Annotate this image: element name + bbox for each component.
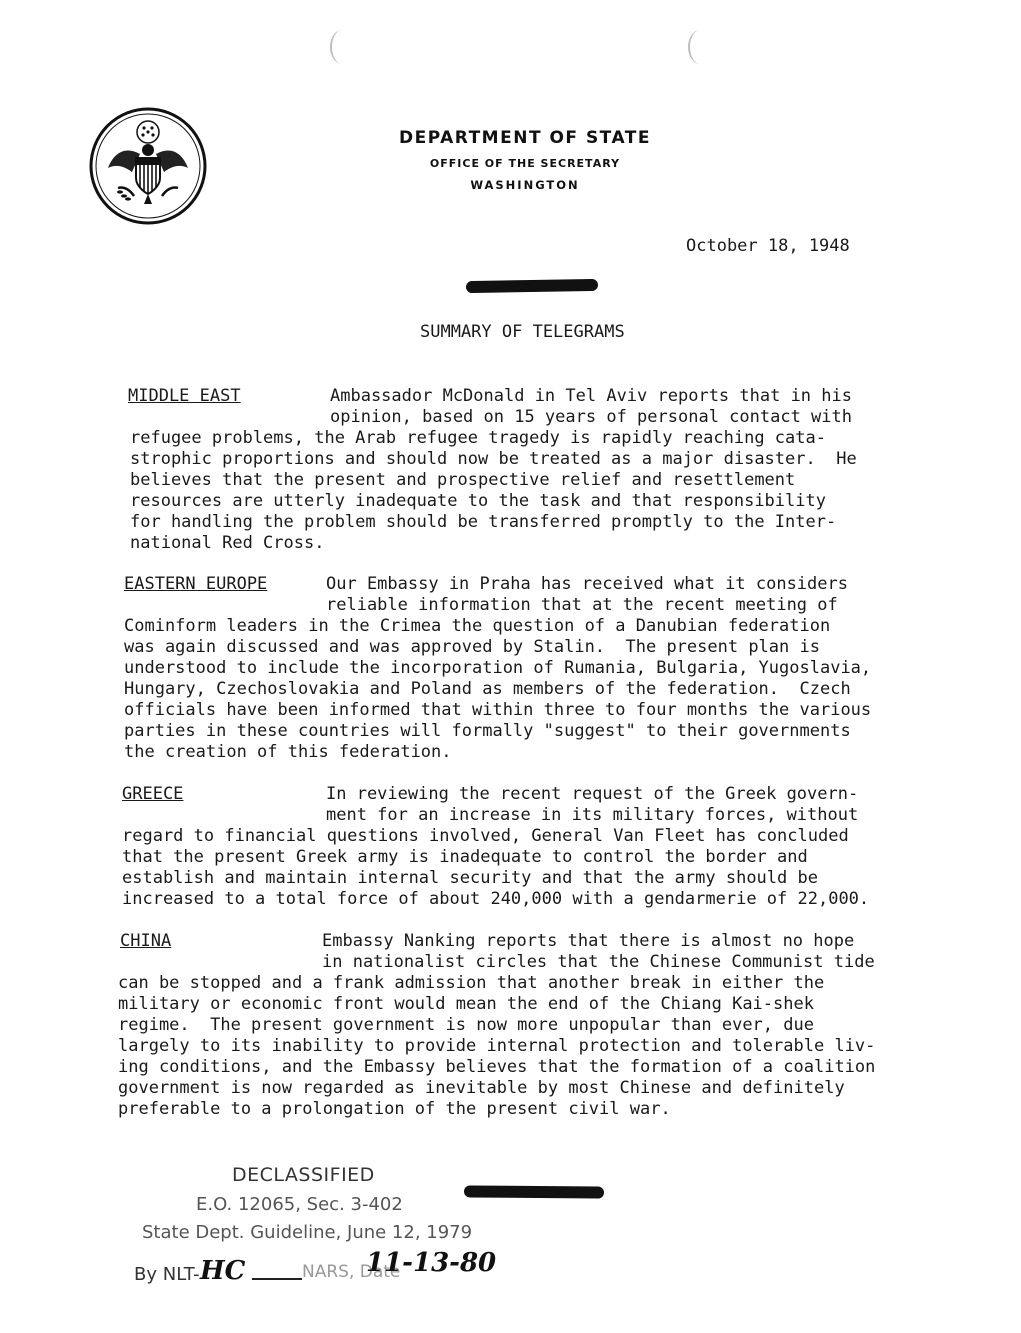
stamp-guideline: State Dept. Guideline, June 12, 1979 [142,1222,473,1243]
stamp-nars: NARS, Date [302,1262,401,1282]
text-line: can be stopped and a frank admission that another break in either the [118,973,825,993]
text-line: government is now regarded as inevitable by most Chinese and definitely [118,1078,845,1098]
text-line: parties in these countries will formally "suggest" to their governments [124,721,851,741]
redaction-bar [464,1185,604,1198]
text-line: Our Embassy in Praha has received what it considers [326,574,848,594]
text-line: ment for an increase in its military forces, without [326,805,859,825]
letterhead [360,128,690,192]
text-line: officials have been informed that within three to four months the various [124,700,872,720]
text-line: opinion, based on 15 years of personal contact with [330,407,852,427]
text-line: national Red Cross. [130,533,325,553]
stamp-date: 11-13-80 [366,1248,497,1278]
section-heading: GREECE [122,784,184,804]
text-line: establish and maintain internal security and that the army should be [122,868,818,888]
text-line: strophic proportions and should now be treated as a major disaster. He [130,449,857,469]
section-heading: MIDDLE EAST [128,386,241,406]
text-line: largely to its inability to provide internal protection and tolerable liv- [118,1036,876,1056]
great-seal-icon [88,106,208,226]
letterhead-city: WASHINGTON [470,178,580,192]
text-line: ing conditions, and the Embassy believes that the formation of a coalition [118,1057,876,1077]
section-heading: CHINA [120,931,172,951]
section-heading: EASTERN EUROPE [124,574,268,594]
text-line: In reviewing the recent request of the Greek govern- [326,784,859,804]
text-line: military or economic front would mean the end of the Chiang Kai-shek [118,994,814,1014]
stamp-declassified: DECLASSIFIED [232,1164,375,1186]
stamp-underline [252,1278,302,1280]
text-line: for handling the problem should be transferred promptly to the Inter- [130,512,837,532]
letterhead-department: DEPARTMENT OF STATE [398,128,652,148]
stamp-initials: HC [200,1256,246,1286]
text-line: understood to include the incorporation of Rumania, Bulgaria, Yugoslavia, [124,658,872,678]
redaction-bar [466,279,598,293]
text-line: Embassy Nanking reports that there is almost no hope [322,931,855,951]
text-line: was again discussed and was approved by Stalin. The present plan is [124,637,820,657]
text-line: Hungary, Czechoslovakia and Poland as members of the federation. Czech [124,679,851,699]
text-line: resources are utterly inadequate to the task and that responsibility [130,491,826,511]
text-line: preferable to a prolongation of the present civil war. [118,1099,671,1119]
text-line: reliable information that at the recent meeting of [326,595,838,615]
text-line: that the present Greek army is inadequate to control the border and [122,847,808,867]
text-line: Cominform leaders in the Crimea the question of a Danubian federation [124,616,831,636]
document-title: SUMMARY OF TELEGRAMS [420,322,625,342]
text-line: increased to a total force of about 240,000 with a gendarmerie of 22,000. [122,889,870,909]
stamp-eo: E.O. 12065, Sec. 3-402 [196,1194,403,1215]
text-line: Ambassador McDonald in Tel Aviv reports that in his [330,386,852,406]
text-line: in nationalist circles that the Chinese Communist tide [322,952,875,972]
text-line: believes that the present and prospective relief and resettlement [130,470,796,490]
text-line: the creation of this federation. [124,742,452,762]
letterhead-office: OFFICE OF THE SECRETARY [429,157,621,170]
text-line: regard to financial questions involved, General Van Fleet has concluded [122,826,849,846]
text-line: regime. The present government is now more unpopular than ever, due [118,1015,814,1035]
document-date: October 18, 1948 [686,236,850,256]
text-line: refugee problems, the Arab refugee tragedy is rapidly reaching cata- [130,428,826,448]
punch-hole-mark [688,30,712,64]
stamp-by-prefix: By NLT- [134,1264,200,1285]
punch-hole-mark [330,30,354,64]
